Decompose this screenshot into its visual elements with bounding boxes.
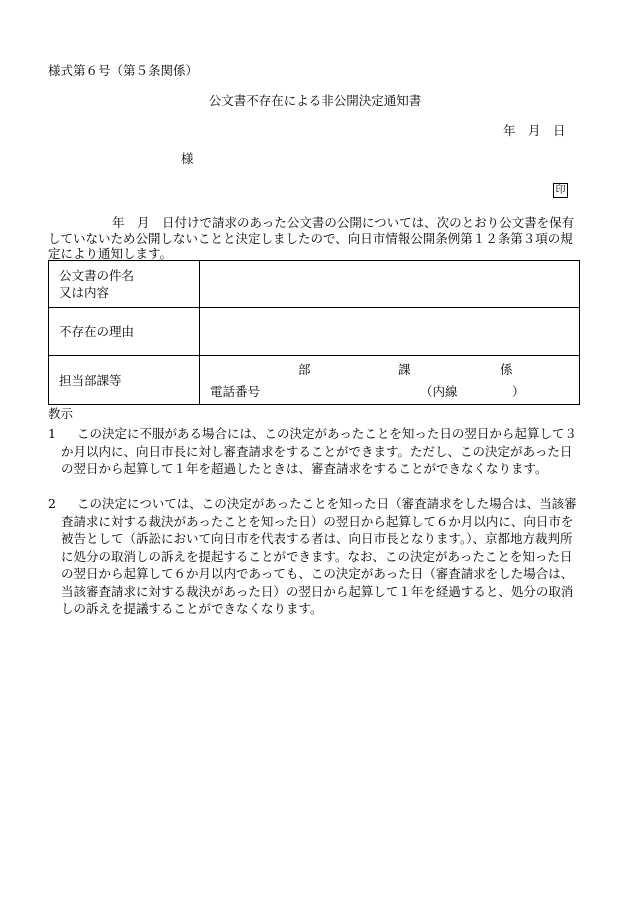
info-table — [48, 260, 580, 405]
department-line — [210, 361, 579, 378]
notice-item-text: この決定については、この決定があったことを知った日（審査請求をした場合は、当該審査請求に対する裁決があったことを知った日）の翌日から起算して６か月以内に、向日市を被告として（訴訟において向日市を代表する者は、向日市長となります。）、京都地方裁判所に処分の取消しの訴えを提起することができます。なお、この決定があったことを知った日の翌日から起算して６か月以内であっても、この決定があった日（審査請求をした場合は、当該審査請求に対する裁決があった日）の翌日から起算して１年を経過すると、処分の取消しの訴えを提議することができなくなります。 — [61, 496, 577, 616]
ka-label: 課 — [398, 361, 411, 377]
extension-open: （内線 — [420, 383, 458, 399]
document-title: 公文書不存在による非公開決定通知書 — [208, 93, 422, 108]
form-number: 様式第６号（第５条関係） — [48, 63, 199, 78]
notice-item-number: 1 — [48, 426, 56, 441]
absence-reason-value — [200, 308, 580, 356]
notice-item — [48, 425, 584, 478]
date-line: 年 月 日 — [503, 123, 566, 138]
notice-heading: 教示 — [48, 406, 74, 421]
document-subject-value — [200, 261, 580, 308]
notice-item-number: 2 — [48, 496, 56, 511]
table-row — [49, 308, 580, 356]
document-subject-label-text: 公文書の件名 又は内容 — [59, 268, 135, 300]
table-row — [49, 356, 580, 405]
addressee-suffix: 様 — [181, 151, 194, 166]
kakari-label: 係 — [500, 361, 513, 377]
intro-paragraph: 年 月 日付けで請求のあった公文書の公開については、次のとおり公文書を保有していないため公開しないことと決定しましたので、向日市情報公開条例第１２条第３項の規定により通知します。 — [48, 215, 575, 261]
absence-reason-label: 不存在の理由 — [49, 308, 200, 356]
document-subject-label — [49, 261, 200, 308]
department-label: 担当部課等 — [49, 356, 200, 405]
telephone-label: 電話番号 — [210, 383, 261, 399]
table-row — [49, 261, 580, 308]
notice-item-text: この決定に不服がある場合には、この決定があったことを知った日の翌日から起算して３か月以内に、向日市長に対し審査請求をすることができます。ただし、この決定があった日の翌日から起算して１年を超過したときは、審査請求をすることができなくなります。 — [61, 426, 577, 476]
telephone-line — [210, 383, 579, 400]
bu-label: 部 — [298, 361, 311, 377]
seal-icon: 印 — [553, 183, 568, 198]
notice-item — [48, 495, 584, 618]
department-value — [200, 356, 580, 405]
extension-close: ） — [512, 383, 525, 399]
